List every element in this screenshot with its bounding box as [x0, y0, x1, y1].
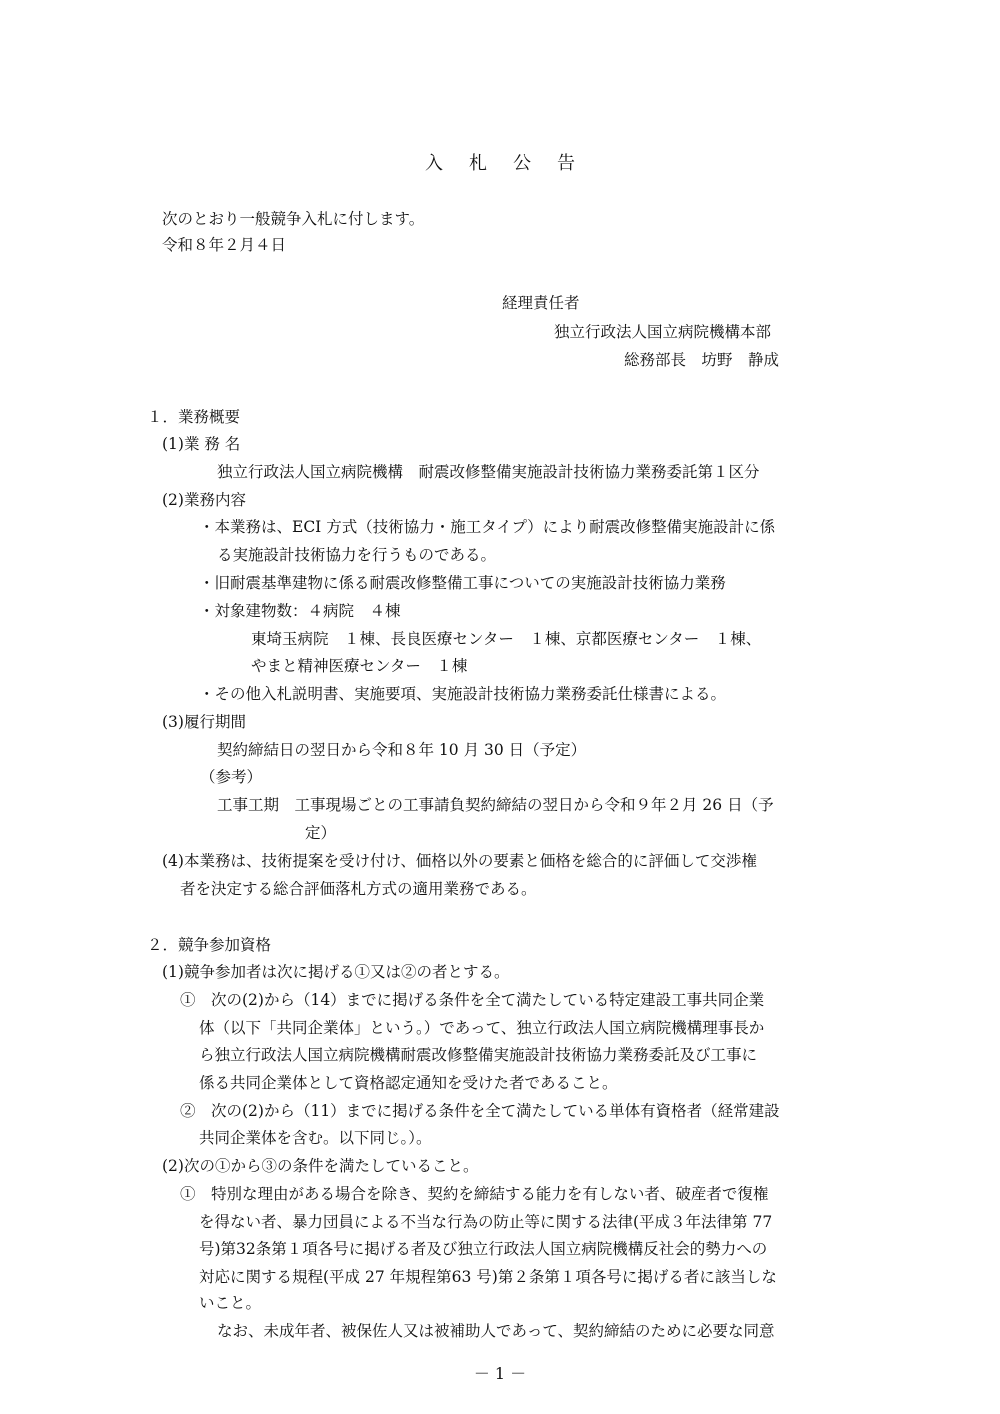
- bullet1-line2: る実施設計技術協力を行うものである。: [217, 546, 497, 564]
- d1-line4: 対応に関する規程(平成 27 年規程第63 号)第２条第１項各号に掲げる者に該当しな: [199, 1268, 777, 1286]
- item1-label: (1)業 務 名: [162, 435, 241, 453]
- condition1-line2: 体（以下「共同企業体」という。）であって、独立行政法人国立病院機構理事長か: [199, 1019, 765, 1037]
- signer-org: 独立行政法人国立病院機構本部: [554, 323, 772, 341]
- condition1-line4: 係る共同企業体として資格認定通知を受けた者であること。: [199, 1074, 618, 1092]
- hospitals-line2: やまと精神医療センター １棟: [251, 657, 468, 675]
- d1-line6: なお、未成年者、被保佐人又は被補助人であって、契約締結のために必要な同意: [217, 1322, 775, 1340]
- d1-line1: ① 特別な理由がある場合を除き、契約を締結する能力を有しない者、破産者で復権: [180, 1185, 769, 1203]
- intro-text: 次のとおり一般競争入札に付します。: [162, 210, 425, 228]
- bullet4: ・その他入札説明書、実施要項、実施設計技術協力業務委託仕様書による。: [199, 685, 727, 703]
- item2-label: (2)業務内容: [162, 491, 246, 509]
- page-title: 入札公告: [425, 153, 601, 174]
- condition2-line2: 共同企業体を含む。以下同じ。）。: [199, 1129, 432, 1147]
- notice-date: 令和８年２月４日: [162, 236, 287, 254]
- bullet1-line1: ・本業務は、ECI 方式（技術協力・施工タイプ）により耐震改修整備実施設計に係: [199, 518, 776, 536]
- item3-text: 契約締結日の翌日から令和８年 10 月 30 日（予定）: [217, 741, 587, 759]
- condition1-line1: ① 次の(2)から（14）までに掲げる条件を全て満たしている特定建設工事共同企業: [180, 991, 765, 1009]
- condition1-line3: ら独立行政法人国立病院機構耐震改修整備実施設計技術協力業務委託及び工事に: [199, 1046, 758, 1064]
- item3-label: (3)履行期間: [162, 713, 246, 731]
- signer-person: 総務部長 坊野 静成: [624, 351, 780, 369]
- hospitals-line1: 東埼玉病院 １棟、長良医療センター １棟、京都医療センター １棟、: [251, 630, 762, 648]
- item1-text: 独立行政法人国立病院機構 耐震改修整備実施設計技術協力業務委託第１区分: [217, 463, 760, 481]
- s2-item1: (1)競争参加者は次に掲げる①又は②の者とする。: [162, 963, 510, 981]
- reference-label: （参考）: [200, 768, 263, 786]
- item4-line1: (4)本業務は、技術提案を受け付け、価格以外の要素と価格を総合的に評価して交渉権: [162, 852, 757, 870]
- d1-line5: いこと。: [199, 1294, 262, 1312]
- s2-item2: (2)次の①から③の条件を満たしていること。: [162, 1157, 479, 1175]
- d1-line3: 号)第32条第１項各号に掲げる者及び独立行政法人国立病院機構反社会的勢力への: [199, 1240, 768, 1258]
- reference-line2: 定）: [305, 824, 337, 842]
- section2-heading: ２．競争参加資格: [147, 936, 272, 954]
- d1-line2: を得ない者、暴力団員による不当な行為の防止等に関する法律(平成３年法律第 77: [199, 1213, 773, 1231]
- condition2-line1: ② 次の(2)から（11）までに掲げる条件を全て満たしている単体有資格者（経常建設: [180, 1102, 780, 1120]
- page-number: － 1 －: [473, 1364, 527, 1383]
- reference-line1: 工事工期 工事現場ごとの工事請負契約締結の翌日から令和９年２月 26 日（予: [217, 796, 774, 814]
- bullet2: ・旧耐震基準建物に係る耐震改修整備工事についての実施設計技術協力業務: [199, 574, 726, 592]
- item4-line2: 者を決定する総合評価落札方式の適用業務である。: [180, 880, 537, 898]
- signer-role: 経理責任者: [502, 294, 580, 312]
- section1-heading: １．業務概要: [147, 408, 241, 426]
- bullet3: ・対象建物数：４病院 ４棟: [199, 602, 401, 620]
